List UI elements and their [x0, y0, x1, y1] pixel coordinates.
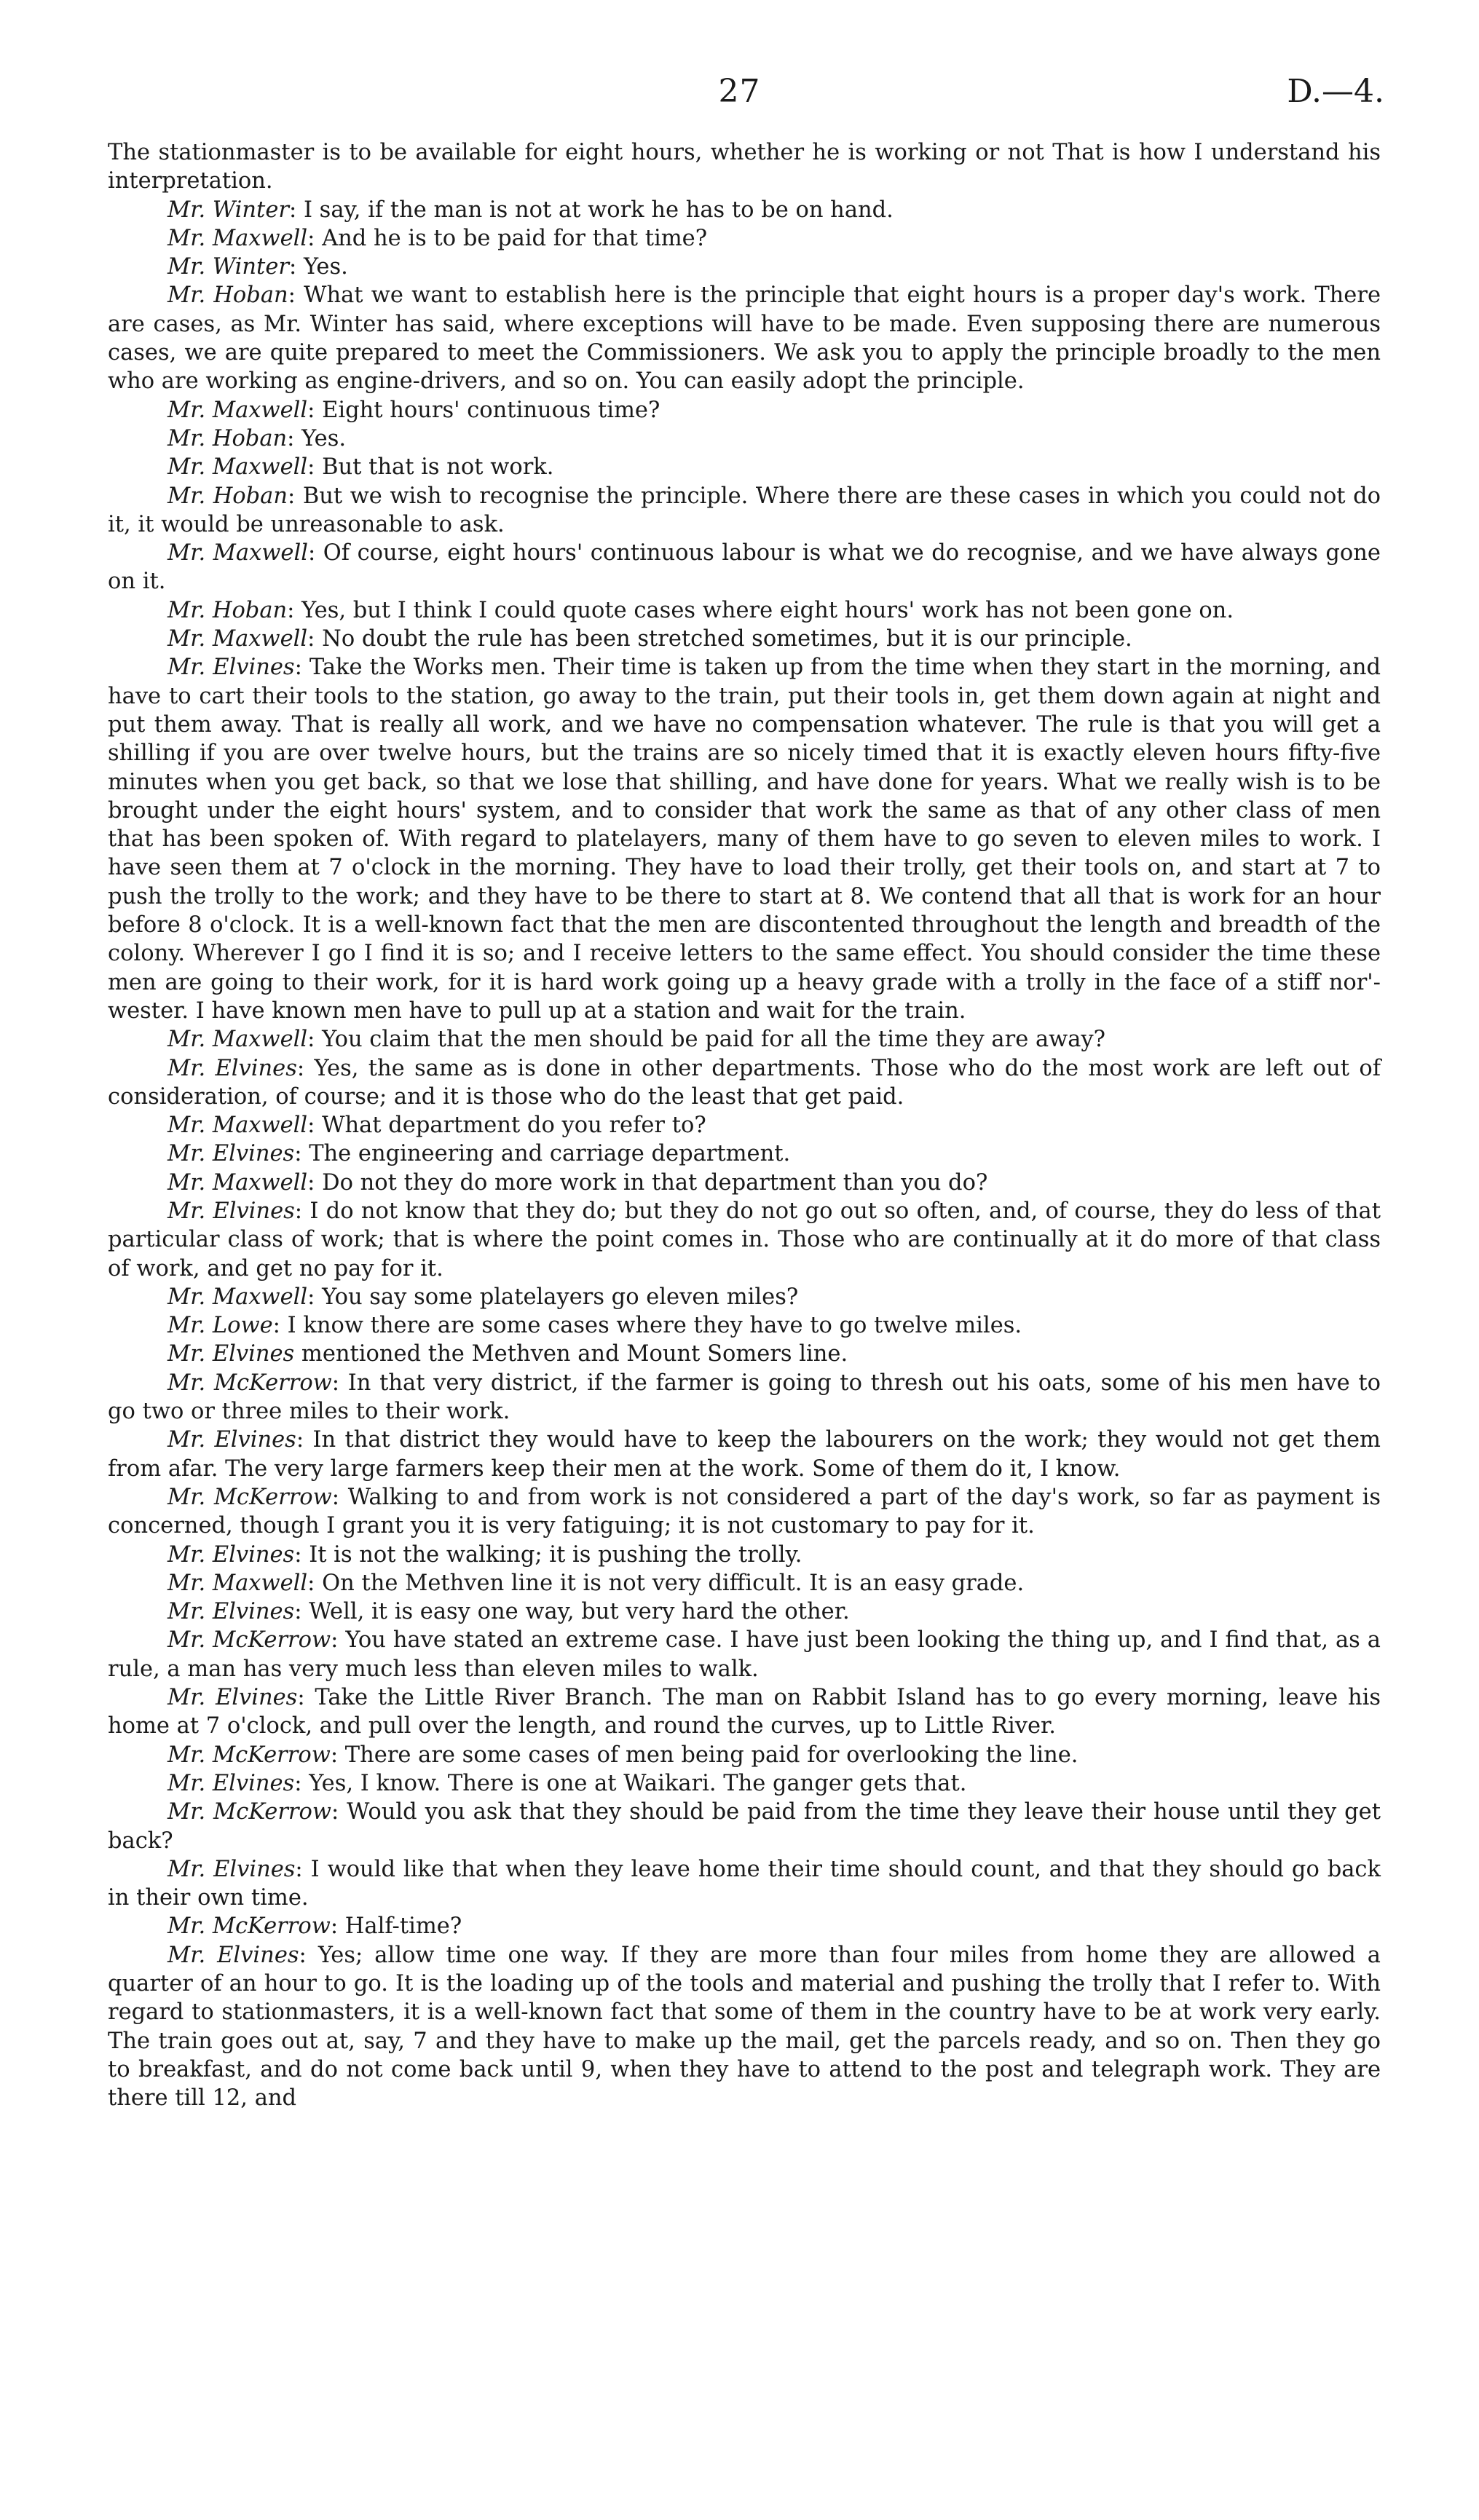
paragraph-text: You have stated an extreme case. I have just been looking the thing up, and I find that, as a rule, a man has very much less than eleven miles to walk. [108, 1627, 1381, 1682]
speaker-name: Mr. Maxwell [167, 1027, 308, 1053]
testimony-paragraph: Mr. Hoban: Yes, but I think I could quote cases where eight hours' work has not been gone on. [167, 597, 1234, 623]
testimony-paragraph: Mr. Maxwell: What department do you refer to? [167, 1113, 706, 1139]
paragraph-text: Yes, the same as is done in other departments. Those who do the most work are left out of consideration, of course; and it is those who do the least that get paid. [108, 1055, 1381, 1110]
paragraph-text: There are some cases of men being paid for overlooking the line. [344, 1742, 1078, 1768]
paragraph-text: The engineering and carriage department. [309, 1141, 791, 1167]
paragraph-text: On the Methven line it is not very difficult. It is an easy grade. [322, 1570, 1025, 1596]
paragraph-text: But that is not work. [322, 454, 554, 481]
paragraph-text: Yes, I know. There is one at Waikari. The ganger gets that. [309, 1770, 967, 1796]
testimony-paragraph: Mr. Elvines: Yes; allow time one way. If they are more than four miles from home they are allowed a quarter of an hour to go. It is the loading up of the tools and material and pushing the trolly that I refer to. With regard to stationmasters, it is a well-known fact that some of them in the country have to be at work very early. The train goes out at, say, 7 and they have to make up the mail, get the parcels ready, and so on. Then they go to breakfast, and do not come back until 9, when they have to attend to the post and telegraph work. They are there till 12, and [108, 1942, 1381, 2112]
speaker-name: Mr. Winter [167, 254, 289, 280]
speaker-name: Mr. Elvines [167, 1055, 297, 1081]
speaker-name: Mr. Hoban [167, 597, 288, 623]
testimony-paragraph: Mr. Elvines: Well, it is easy one way, but very hard the other. [167, 1599, 850, 1625]
speaker-name: Mr. Elvines [167, 1685, 298, 1711]
speaker-name: Mr. Lowe [167, 1313, 273, 1339]
testimony-paragraph: Mr. McKerrow: You have stated an extreme case. I have just been looking the thing up, and I find that, as a rule, a man has very much less than eleven miles to walk. [108, 1627, 1381, 1682]
speaker-name: Mr. Elvines [167, 1856, 296, 1882]
testimony-paragraph: Mr. Elvines: I would like that when they leave home their time should count, and that they should go back in their own time. [108, 1856, 1381, 1911]
testimony-paragraph: Mr. Elvines: Take the Works men. Their time is taken up from the time when they start in the morning, and have to cart their tools to the station, go away to the train, put their tools in, get them down again at night and put them away. That is really all work, and we have no compensation whatever. The rule is that you will get a shilling if you are over twelve hours, but the trains are so nicely timed that it is exactly eleven hours fifty-five minutes when you get back, so that we lose that shilling, and have done for years. What we really wish is to be brought under the eight hours' system, and to consider that work the same as that of any other class of men that has been spoken of. With regard to platelayers, many of them have to go seven to eleven miles to work. I have seen them at 7 o'clock in the morning. They have to load their trolly, get their tools on, and start at 7 to push the trolly to the work; and they have to be there to start at 8. We contend that all that is work for an hour before 8 o'clock. It is a well-known fact that the men are discontented throughout the length and breadth of the colony. Wherever I go I find it is so; and I receive letters to the same effect. You should consider the time these men are going to their work, for it is hard work going up a heavy grade with a trolly in the face of a stiff nor'-wester. I have known men have to pull up at a station and wait for the train. [108, 655, 1381, 1024]
testimony-paragraph: Mr. Maxwell: But that is not work. [167, 454, 554, 481]
speaker-name: Mr. Maxwell [167, 1570, 308, 1596]
paragraph-text: Would you ask that they should be paid from the time they leave their house until they get back? [108, 1799, 1381, 1854]
speaker-name: Mr. Maxwell [167, 540, 308, 566]
testimony-paragraph: Mr. Maxwell: Of course, eight hours' continuous labour is what we do recognise, and we have always gone on it. [108, 540, 1381, 595]
speaker-name: Mr. Maxwell [167, 1113, 308, 1139]
testimony-paragraph: Mr. Elvines: Yes, the same as is done in other departments. Those who do the most work are left out of consideration, of course; and it is those who do the least that get paid. [108, 1055, 1381, 1110]
speaker-name: Mr. Elvines [167, 1942, 299, 1968]
speaker-name: Mr. Maxwell [167, 1169, 308, 1196]
speaker-name: Mr. Elvines [167, 1770, 295, 1796]
paragraph-text: Yes. [301, 425, 347, 451]
paragraph-text: Yes, but I think I could quote cases where eight hours' work has not been gone on. [301, 597, 1234, 623]
paragraph-text: The stationmaster is to be available for eight hours, whether he is working or not That is how I understand his interpretation. [108, 140, 1381, 194]
paragraph-text: Do not they do more work in that department than you do? [322, 1169, 988, 1196]
speaker-name: Mr. McKerrow [167, 1484, 332, 1510]
speaker-name: Mr. McKerrow [167, 1742, 331, 1768]
testimony-paragraph: Mr. Hoban: What we want to establish here is the principle that eight hours is a proper day's work. There are cases, as Mr. Winter has said, where exceptions will have to be made. Even supposing there are numerous cases, we are quite prepared to meet the Commissioners. We ask you to apply the principle broadly to the men who are working as engine-drivers, and so on. You can easily adopt the principle. [108, 283, 1381, 395]
speaker-name: Mr. Elvines [167, 1141, 295, 1167]
speaker-name: Mr. Elvines [167, 655, 295, 681]
testimony-paragraph: Mr. McKerrow: There are some cases of men being paid for overlooking the line. [167, 1742, 1078, 1768]
paragraph-text: Take the Works men. Their time is taken up from the time when they start in the morning, and have to cart their tools to the station, go away to the train, put their tools in, get them down again at night and put them away. That is really all work, and we have no compensation whatever. The rule is that you will get a shilling if you are over twelve hours, but the trains are so nicely timed that it is exactly eleven hours fifty-five minutes when you get back, so that we lose that shilling, and have done for years. What we really wish is to be brought under the eight hours' system, and to consider that work the same as that of any other class of men that has been spoken of. With regard to platelayers, many of them have to go seven to eleven miles to work. I have seen them at 7 o'clock in the morning. They have to load their trolly, get their tools on, and start at 7 to push the trolly to the work; and they have to be there to start at 8. We contend that all that is work for an hour before 8 o'clock. It is a well-known fact that the men are discontented throughout the length and breadth of the colony. Wherever I go I find it is so; and I receive letters to the same effect. You should consider the time these men are going to their work, for it is hard work going up a heavy grade with a trolly in the face of a stiff nor'-wester. I have known men have to pull up at a station and wait for the train. [108, 655, 1381, 1024]
paragraph-text: What we want to establish here is the principle that eight hours is a proper day's work. There are cases, as Mr. Winter has said, where exceptions will have to be made. Even supposing there are numerous cases, we are quite prepared to meet the Commissioners. We ask you to apply the principle broadly to the men who are working as engine-drivers, and so on. You can easily adopt the principle. [108, 283, 1381, 395]
paragraph-text: Yes. [303, 254, 348, 280]
testimony-body [108, 138, 1381, 2112]
paragraph-text: It is not the walking; it is pushing the trolly. [309, 1541, 802, 1568]
testimony-paragraph: Mr. Maxwell: And he is to be paid for that time? [167, 225, 708, 251]
paragraph-text: You say some platelayers go eleven miles? [322, 1284, 799, 1310]
page-number: 27 [718, 73, 761, 110]
paragraph-text: Yes; allow time one way. If they are more than four miles from home they are allowed a quarter of an hour to go. It is the loading up of the tools and material and pushing the trolly that I refer to. With regard to stationmasters, it is a well-known fact that some of them in the country have to be at work very early. The train goes out at, say, 7 and they have to make up the mail, get the parcels ready, and so on. Then they go to breakfast, and do not come back until 9, when they have to attend to the post and telegraph work. They are there till 12, and [108, 1942, 1381, 2112]
paragraph-text: And he is to be paid for that time? [322, 225, 708, 251]
testimony-paragraph: Mr. Elvines: Take the Little River Branch. The man on Rabbit Island has to go every morning, leave his home at 7 o'clock, and pull over the length, and round the curves, up to Little River. [108, 1685, 1381, 1739]
paragraph-text: I do not know that they do; but they do not go out so often, and, of course, they do less of that particular class of work; that is where the point comes in. Those who are continually at it do more of that class of work, and get no pay for it. [108, 1198, 1381, 1281]
testimony-paragraph: Mr. Lowe: I know there are some cases where they have to go twelve miles. [167, 1313, 1022, 1339]
testimony-paragraph: Mr. Hoban: But we wish to recognise the principle. Where there are these cases in which you could not do it, it would be unreasonable to ask. [108, 483, 1381, 537]
speaker-name: Mr. McKerrow [167, 1799, 331, 1825]
speaker-name: Mr. Hoban [167, 483, 288, 509]
speaker-name: Mr. Maxwell [167, 397, 308, 423]
paragraph-text: I would like that when they leave home their time should count, and that they should go back in their own time. [108, 1856, 1381, 1911]
speaker-name: Mr. Elvines [167, 1599, 295, 1625]
paragraph-text: Eight hours' continuous time? [322, 397, 660, 423]
paragraph-text: No doubt the rule has been stretched sometimes, but it is our principle. [322, 626, 1132, 652]
paragraph-text: You claim that the men should be paid for all the time they are away? [322, 1027, 1105, 1053]
speaker-name: Mr. Winter [167, 197, 289, 223]
paragraph-text: Walking to and from work is not considered a part of the day's work, so far as payment is concerned, though I grant you it is very fatiguing; it is not customary to pay for it. [108, 1484, 1381, 1539]
testimony-paragraph: Mr. Winter: I say, if the man is not at work he has to be on hand. [167, 197, 894, 223]
speaker-name: Mr. McKerrow [167, 1913, 331, 1940]
testimony-paragraph: Mr. McKerrow: Half-time? [167, 1913, 462, 1940]
paragraph-text: But we wish to recognise the principle. Where there are these cases in which you could not do it, it would be unreasonable to ask. [108, 483, 1381, 537]
paragraph-text: In that very district, if the farmer is going to thresh out his oats, some of his men have to go two or three miles to their work. [108, 1370, 1381, 1425]
speaker-name: Mr. McKerrow [167, 1370, 332, 1396]
speaker-name: Mr. Elvines [167, 1198, 295, 1224]
paragraph-text: What department do you refer to? [322, 1113, 706, 1139]
testimony-paragraph: Mr. McKerrow: In that very district, if the farmer is going to thresh out his oats, some of his men have to go two or three miles to their work. [108, 1370, 1381, 1425]
paragraph-text: Take the Little River Branch. The man on Rabbit Island has to go every morning, leave his home at 7 o'clock, and pull over the length, and round the curves, up to Little River. [108, 1685, 1381, 1739]
speaker-name: Mr. Maxwell [167, 225, 308, 251]
testimony-paragraph: Mr. Winter: Yes. [167, 254, 348, 280]
speaker-name: Mr. Maxwell [167, 1284, 308, 1310]
testimony-paragraph: Mr. Elvines: I do not know that they do; but they do not go out so often, and, of course, they do less of that particular class of work; that is where the point comes in. Those who are continually at it do more of that class of work, and get no pay for it. [108, 1198, 1381, 1281]
testimony-paragraph: Mr. McKerrow: Would you ask that they should be paid from the time they leave their house until they get back? [108, 1799, 1381, 1854]
testimony-paragraph: Mr. Elvines: It is not the walking; it is pushing the trolly. [167, 1541, 802, 1568]
paragraph-text: I say, if the man is not at work he has to be on hand. [303, 197, 894, 223]
paragraph-text: Half-time? [344, 1913, 462, 1940]
testimony-paragraph: Mr. Hoban: Yes. [167, 425, 347, 451]
testimony-paragraph: Mr. Maxwell: You say some platelayers go eleven miles? [167, 1284, 799, 1310]
speaker-name: Mr. Hoban [167, 283, 288, 309]
testimony-paragraph: Mr. Elvines: Yes, I know. There is one at Waikari. The ganger gets that. [167, 1770, 967, 1796]
speaker-name: Mr. McKerrow [167, 1627, 331, 1654]
speaker-name: Mr. Elvines [167, 1541, 295, 1568]
paragraph-text: mentioned the Methven and Mount Somers line. [301, 1341, 848, 1367]
testimony-paragraph: Mr. Maxwell: Eight hours' continuous time? [167, 397, 660, 423]
speaker-name: Mr. Elvines [167, 1341, 295, 1367]
speaker-name: Mr. Hoban [167, 425, 288, 451]
testimony-paragraph: Mr. Maxwell: You claim that the men should be paid for all the time they are away? [167, 1027, 1105, 1053]
speaker-name: Mr. Elvines [167, 1427, 296, 1453]
document-reference-code: D.—4. [1287, 73, 1384, 110]
paragraph-text: Well, it is easy one way, but very hard the other. [309, 1599, 850, 1625]
testimony-paragraph: Mr. McKerrow: Walking to and from work is not considered a part of the day's work, so far as payment is concerned, though I grant you it is very fatiguing; it is not customary to pay for it. [108, 1484, 1381, 1539]
testimony-paragraph: Mr. Elvines: The engineering and carriage department. [167, 1141, 791, 1167]
testimony-paragraph [108, 1340, 1381, 1368]
testimony-paragraph: Mr. Maxwell: On the Methven line it is not very difficult. It is an easy grade. [167, 1570, 1025, 1596]
continuation-paragraph [108, 138, 1381, 196]
speaker-name: Mr. Maxwell [167, 626, 308, 652]
speaker-name: Mr. Maxwell [167, 454, 308, 481]
paragraph-text: In that district they would have to keep the labourers on the work; they would not get them from afar. The very large farmers keep their men at the work. Some of them do it, I know. [108, 1427, 1381, 1482]
testimony-paragraph: Mr. Elvines: In that district they would have to keep the labourers on the work; they would not get them from afar. The very large farmers keep their men at the work. Some of them do it, I know. [108, 1427, 1381, 1482]
paragraph-text: Of course, eight hours' continuous labour is what we do recognise, and we have always gone on it. [108, 540, 1381, 595]
paragraph-text: I know there are some cases where they have to go twelve miles. [287, 1313, 1022, 1339]
testimony-paragraph: Mr. Maxwell: No doubt the rule has been stretched sometimes, but it is our principle. [167, 626, 1132, 652]
testimony-paragraph: Mr. Maxwell: Do not they do more work in that department than you do? [167, 1169, 988, 1196]
